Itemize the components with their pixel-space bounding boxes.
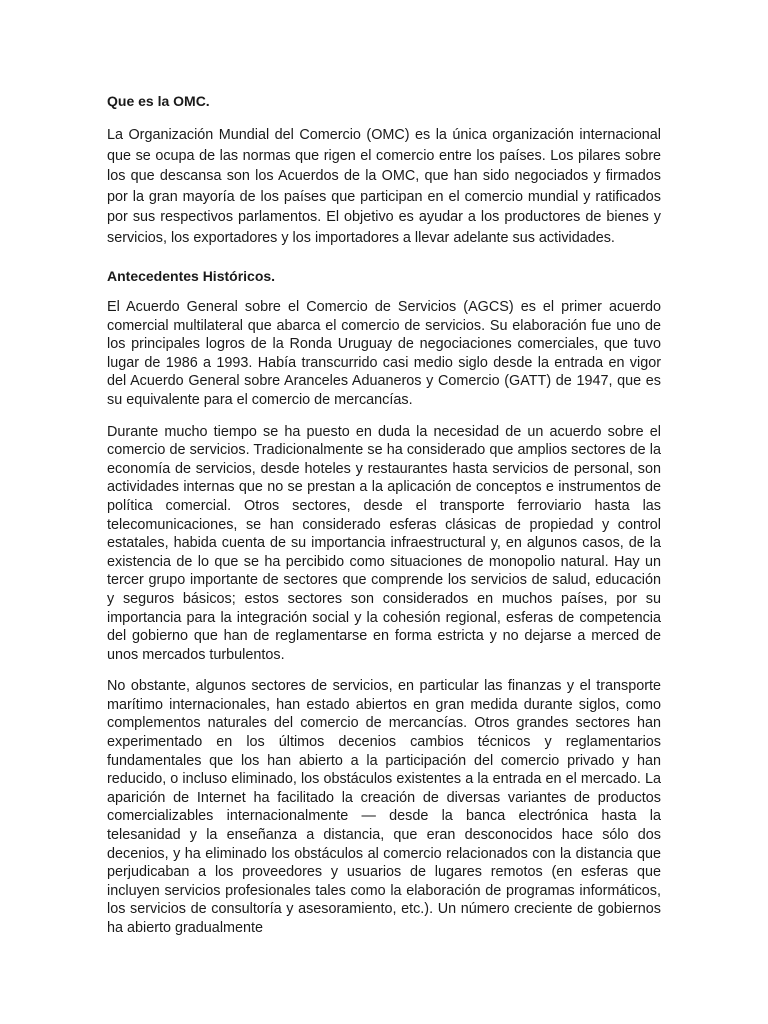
paragraph-sectors-opening: No obstante, algunos sectores de servicios, en particular las finanzas y el transporte marítimo internacionales, han estado abiertos en gran medida durante siglos, como complementos naturales del comercio de mercancías. Otros grandes sectores han experimentado en los últimos decenios cambios técnicos y reglamentarios fundamentales que los han abierto a la participación del comercio privado y han reducido, o incluso eliminado, los obstáculos existentes a la entrada en el mercado. La aparición de Internet ha facilitado la creación de diversas variantes de productos comercializables internacionalmente — desde la banca electrónica hasta la telesanidad y la enseñanza a distancia, que eran desconocidos hace sólo dos decenios, y ha eliminado los obstáculos al comercio relacionados con la distancia que perjudicaban a los proveedores y usuarios de lugares remotos (en esferas que incluyen servicios profesionales tales como la elaboración de programas informáticos, los servicios de consultoría y asesoramiento, etc.). Un número creciente de gobiernos ha abierto gradualmente	[107, 678, 661, 936]
paragraph-agcs: El Acuerdo General sobre el Comercio de Servicios (AGCS) es el primer acuerdo comercial multilateral que abarca el comercio de servicios. Su elaboración fue uno de los principales logros de la Ronda Uruguay de negociaciones comerciales, que tuvo lugar de 1986 a 1993. Había transcurrido casi medio siglo desde la entrada en vigor del Acuerdo General sobre Aranceles Aduaneros y Comercio (GATT) de 1947, que es su equivalente para el comercio de mercancías.	[107, 299, 661, 408]
paragraph-omc-definition: La Organización Mundial del Comercio (OMC) es la única organización internacional que se ocupa de las normas que rigen el comercio entre los países. Los pilares sobre los que descansa son los Acuerdos de la OMC, que han sido negociados y firmados por la gran mayoría de los países que participan en el comercio mundial y ratificados por sus respectivos parlamentos. El objetivo es ayudar a los productores de bienes y servicios, los exportadores y los importadores a llevar adelante sus actividades.	[107, 127, 661, 246]
section-title-omc: Que es la OMC.	[107, 93, 210, 109]
section-title-historical-background: Antecedentes Históricos.	[107, 268, 276, 284]
document-page	[107, 92, 661, 938]
paragraph-services-doubts: Durante mucho tiempo se ha puesto en duda la necesidad de un acuerdo sobre el comercio de servicios. Tradicionalmente se ha considerado que amplios sectores de la economía de servicios, desde hoteles y restaurantes hasta servicios de personal, son actividades internas que no se prestan a la aplicación de conceptos e instrumentos de política comercial. Otros sectores, desde el transporte ferroviario hasta las telecomunicaciones, se han considerado esferas clásicas de propiedad y control estatales, habida cuenta de su importancia infraestructural y, en algunos casos, de la existencia de lo que se ha percibido como situaciones de monopolio natural. Hay un tercer grupo importante de sectores que comprende los servicios de salud, educación y seguros básicos; estos sectores son considerados en muchos países, por su importancia para la integración social y la cohesión regional, esferas de competencia del gobierno que han de reglamentarse en forma estricta y no dejarse a merced de unos mercados turbulentos.	[107, 423, 661, 663]
